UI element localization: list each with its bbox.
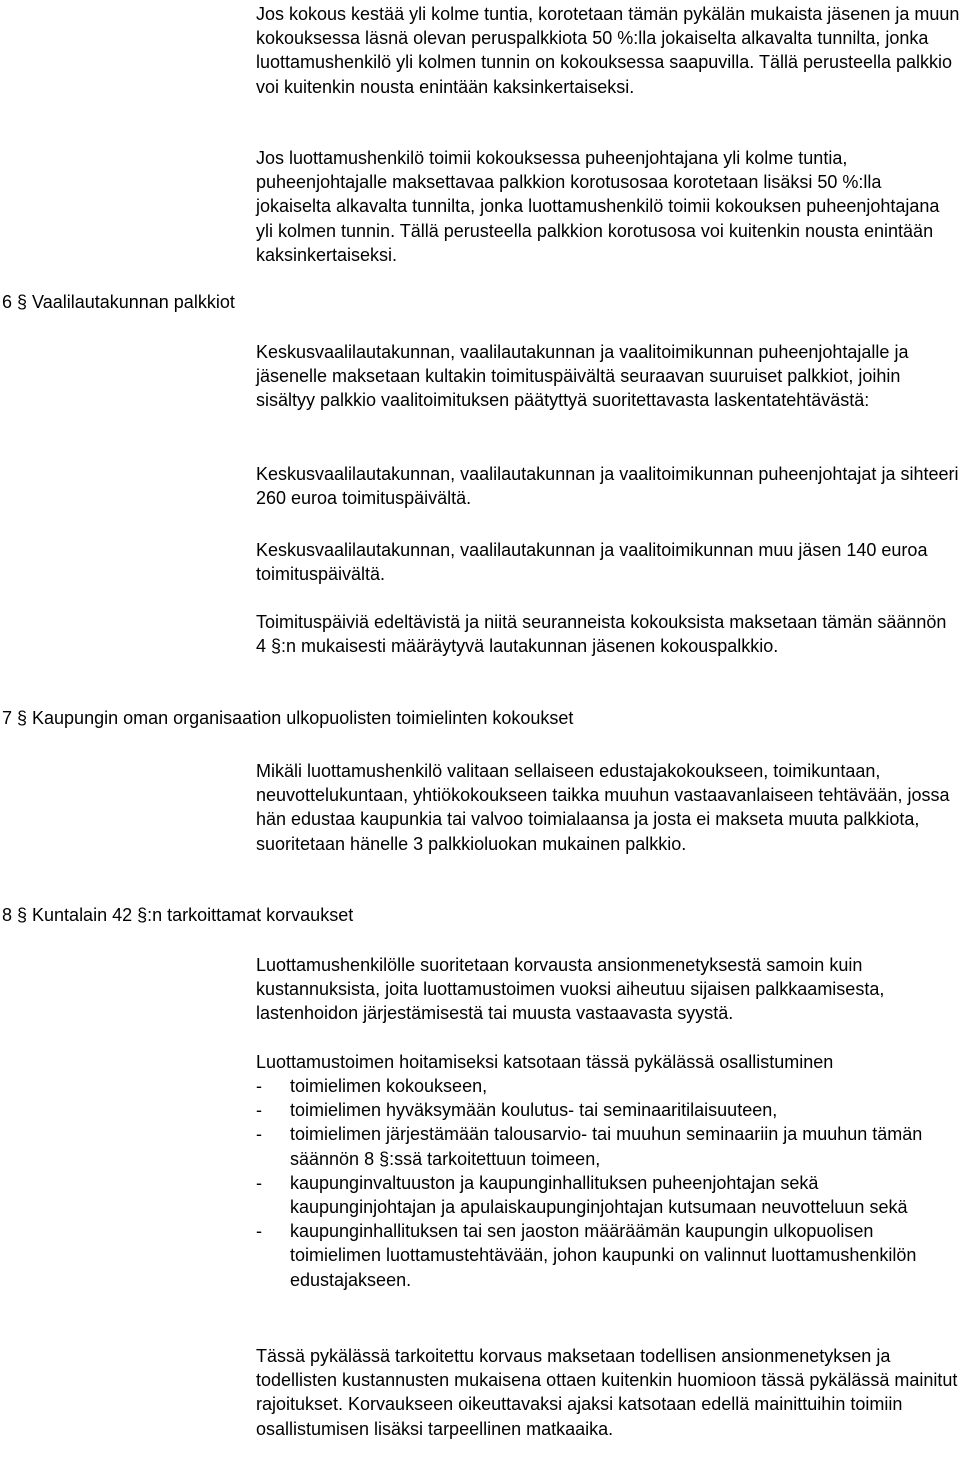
section-heading-6: 6 § Vaalilautakunnan palkkiot	[2, 292, 235, 312]
list-item: - kaupunginhallituksen tai sen jaoston määräämän kaupungin ulkopuolisen toimielimen luottamustehtävään, johon kaupunki on valinnut luottamushenkilön edustajakseen.	[256, 1221, 917, 1290]
list-item: - toimielimen kokoukseen,	[256, 1076, 488, 1096]
participation-list	[256, 1074, 960, 1292]
paragraph-preceding-meetings: Toimituspäiviä edeltävistä ja niitä seuranneista kokouksista maksetaan tämän säännön 4 §:n mukaisesti määräytyvä lautakunnan jäsenen kokouspalkkio.	[256, 612, 947, 657]
list-item: - toimielimen järjestämään talousarvio- tai muuhun seminaariin ja muuhun tämän säännön 8 §:ssä tarkoitettuun toimeen,	[256, 1124, 923, 1169]
paragraph-loss-of-earnings: Luottamushenkilölle suoritetaan korvausta ansionmenetyksestä samoin kuin kustannuksista, joita luottamustoimen vuoksi aiheutuu sijaisen palkkaamisesta, lastenhoidon järjestämisestä tai muusta vastaavasta syystä.	[256, 955, 885, 1024]
section-heading-8: 8 § Kuntalain 42 §:n tarkoittamat korvaukset	[2, 905, 354, 925]
paragraph-election-board-fees: Keskusvaalilautakunnan, vaalilautakunnan ja vaalitoimikunnan puheenjohtajalle ja jäsenelle maksetaan kultakin toimituspäivältä seuraavan suuruiset palkkiot, joihin sisältyy palkkio vaalitoimituksen päätyttyä suoritettavasta laskentatehtävästä:	[256, 342, 909, 411]
paragraph-chair-over-three-hours: Jos luottamushenkilö toimii kokouksessa puheenjohtajana yli kolme tuntia, puheenjohtajalle maksettavaa palkkion korotusosaa korotetaan lisäksi 50 %:lla jokaiselta alkavalta tunnilta, jonka luottamushenkilö toimii kokouksen puheenjohtajana yli kolmen tunnin. Tällä perusteella palkkion korotusosa voi kuitenkin nousta enintään kaksinkertaiseksi.	[256, 148, 940, 265]
paragraph-external-bodies: Mikäli luottamushenkilö valitaan sellaiseen edustajakokoukseen, toimikuntaan, neuvottelukuntaan, yhtiökokoukseen taikka muuhun vastaavanlaiseen tehtävään, jossa hän edustaa kaupunkia tai valvoo toimialaansa ja josta ei makseta muuta palkkiota, suoritetaan hänelle 3 palkkioluokan mukainen palkkio.	[256, 761, 950, 854]
paragraph-chair-secretary-fee: Keskusvaalilautakunnan, vaalilautakunnan ja vaalitoimikunnan puheenjohtajat ja sihteeri 260 euroa toimituspäivältä.	[256, 464, 959, 509]
paragraph-member-fee: Keskusvaalilautakunnan, vaalilautakunnan ja vaalitoimikunnan muu jäsen 140 euroa toimituspäivältä.	[256, 540, 928, 585]
paragraph-compensation-basis: Tässä pykälässä tarkoitettu korvaus maksetaan todellisen ansionmenetyksen ja todellisten kustannusten mukaisena ottaen kuitenkin huomioon tässä pykälässä mainitut rajoitukset. Korvaukseen oikeuttavaksi ajaksi katsotaan edellä mainittuihin toimiin osallistumisen lisäksi tarpeellinen matkaaika.	[256, 1346, 958, 1439]
list-item: - kaupunginvaltuuston ja kaupunginhallituksen puheenjohtajan sekä kaupunginjohtajan ja apulaiskaupunginjohtajan kutsumaan neuvotteluun sekä	[256, 1172, 908, 1218]
paragraph-meeting-over-three-hours: Jos kokous kestää yli kolme tuntia, korotetaan tämän pykälän mukaista jäsenen ja muun kokouksessa läsnä olevan peruspalkkiota 50 %:lla jokaiselta alkavalta tunnilta, jonka luottamushenkilö yli kolmen tunnin on kokouksessa saapuvilla. Tällä perusteella palkkio voi kuitenkin nousta enintään kaksinkertaiseksi.	[256, 4, 960, 97]
list-item: - toimielimen hyväksymään koulutus- tai seminaaritilaisuuteen,	[256, 1100, 778, 1121]
section-heading-7: 7 § Kaupungin oman organisaation ulkopuolisten toimielinten kokoukset	[2, 708, 574, 728]
paragraph-participation-intro: Luottamustoimen hoitamiseksi katsotaan tässä pykälässä osallistuminen	[256, 1052, 834, 1072]
